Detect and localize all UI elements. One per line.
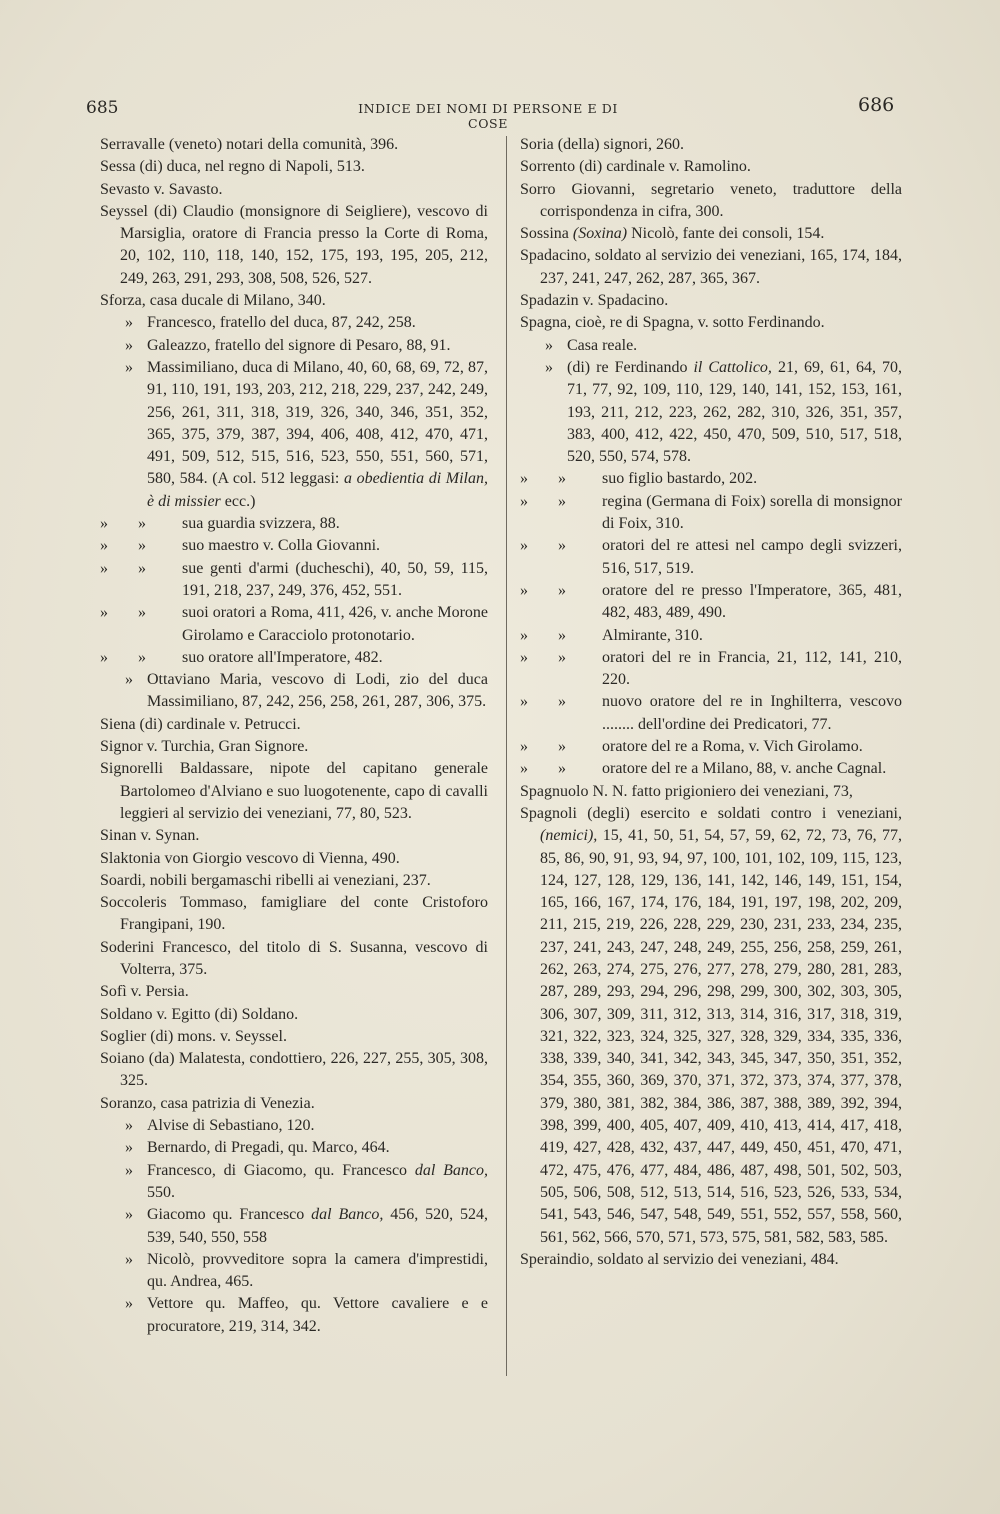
entry-text: Spadazin v. Spadacino. <box>520 292 669 310</box>
ditto-marker: » <box>125 1139 133 1157</box>
entry-text: Sessa (di) duca, nel regno di Napoli, 513. <box>100 158 365 176</box>
index-entry <box>100 758 488 825</box>
entry-text: suo figlio bastardo, 202. <box>602 470 758 488</box>
index-entry <box>100 312 488 334</box>
index-entry <box>520 491 902 536</box>
ditto-marker: » <box>100 537 108 555</box>
entry-text: Soranzo, casa patrizia di Venezia. <box>100 1094 315 1112</box>
ditto-marker: » <box>520 648 528 666</box>
index-entry <box>520 223 902 245</box>
ditto-marker: » <box>138 604 146 622</box>
index-entry <box>100 1160 488 1205</box>
ditto-marker: » <box>138 515 146 533</box>
entry-italic-text: a obedientia di Milan, è di missier <box>147 470 488 510</box>
ditto-marker: » <box>520 537 528 555</box>
index-entry <box>100 357 488 513</box>
ditto-marker: » <box>558 760 566 778</box>
entry-italic-text: (nemici), <box>540 827 598 845</box>
entry-text: Spagnuolo N. N. fatto prigioniero dei veneziani, 73, <box>520 782 853 800</box>
entry-text-continued: Nicolò, fante dei consoli, 154. <box>631 225 825 243</box>
entry-text: (di) re Ferdinando <box>567 358 688 376</box>
entry-text: Sorrento (di) cardinale v. Ramolino. <box>520 158 751 176</box>
entry-text-continued: 15, 41, 50, 51, 54, 57, 59, 62, 72, 73, 76, 77, 85, 86, 90, 91, 93, 94, 97, 100, 101, 102, 109, 115, 123, 124, 127, 128, 129, 136, 141, 142, 146, 149, 151, 154, 165, 166, 167, 174, 176, 184, 191, 197, 198, 202, 209, 211, 215, 219, 226, 228, 229, 230, 231, 233, 234, 235, 237, 241, 243, 247, 248, 249, 255, 256, 258, 259, 261, 262, 263, 274, 275, 276, 277, 278, 279, 280, 281, 283, 287, 289, 293, 294, 296, 298, 299, 300, 302, 303, 305, 306, 307, 309, 311, 312, 313, 314, 316, 317, 318, 319, 321, 322, 323, 324, 325, 327, 328, 329, 334, 335, 336, 338, 339, 340, 341, 342, 343, 345, 347, 350, 351, 352, 354, 355, 360, 369, 370, 371, 372, 373, 374, 377, 378, 379, 380, 381, 382, 384, 386, 387, 388, 389, 392, 394, 398, 399, 400, 405, 407, 409, 410, 413, 414, 417, 418, 419, 427, 428, 432, 437, 447, 449, 450, 451, 470, 471, 472, 475, 476, 477, 484, 486, 487, 498, 501, 502, 503, 505, 506, 508, 512, 513, 514, 516, 523, 526, 533, 534, 541, 543, 546, 547, 548, 549, 551, 552, 557, 558, 560, 561, 562, 566, 570, 571, 573, 575, 581, 582, 583, 585. <box>540 827 902 1246</box>
index-entry <box>520 134 902 156</box>
entry-text: Bernardo, di Pregadi, qu. Marco, 464. <box>147 1139 390 1157</box>
index-entry <box>100 179 488 201</box>
index-entry <box>100 1293 488 1338</box>
index-entry <box>100 825 488 847</box>
ditto-marker: » <box>125 1250 133 1268</box>
index-entry <box>100 647 488 669</box>
entry-text: Vettore qu. Maffeo, qu. Vettore cavaliere e e procuratore, 219, 314, 342. <box>147 1295 488 1335</box>
entry-italic-text: dal Banco, <box>311 1206 384 1224</box>
index-entry <box>520 156 902 178</box>
entry-text: Giacomo qu. Francesco <box>147 1206 305 1224</box>
entry-text: Soria (della) signori, 260. <box>520 136 684 153</box>
entry-text: Almirante, 310. <box>602 626 703 644</box>
ditto-marker: » <box>100 604 108 622</box>
index-entry <box>100 1004 488 1026</box>
index-entry <box>520 1249 902 1271</box>
entry-text: suo maestro v. Colla Giovanni. <box>182 537 381 555</box>
entry-text: Soldano v. Egitto (di) Soldano. <box>100 1005 299 1023</box>
index-entry <box>520 647 902 692</box>
index-entry <box>520 535 902 580</box>
ditto-marker: » <box>558 648 566 666</box>
index-entry <box>100 1093 488 1115</box>
entry-text: Seyssel (di) Claudio (monsignore di Seigliere), vescovo di Marsiglia, oratore di Francia presso la Corte di Roma, 20, 102, 110, 118, 140, 152, 175, 193, 195, 205, 212, 249, 263, 291, 293, 308, 508, 526, 527. <box>100 202 488 287</box>
index-entry <box>100 937 488 982</box>
index-entry <box>100 602 488 647</box>
index-entry <box>100 892 488 937</box>
entry-text: Soderini Francesco, del titolo di S. Susanna, vescovo di Volterra, 375. <box>100 938 488 978</box>
entry-text: Francesco, fratello del duca, 87, 242, 258. <box>147 314 416 332</box>
index-entry <box>520 803 902 1249</box>
ditto-marker: » <box>545 358 553 376</box>
index-entry <box>520 691 902 736</box>
page-number-right: 686 <box>858 94 895 116</box>
entry-text: Sossina <box>520 225 569 243</box>
index-entry <box>520 580 902 625</box>
ditto-marker: » <box>125 671 133 689</box>
index-entry <box>100 290 488 312</box>
index-entry <box>100 1026 488 1048</box>
entry-text: Siena (di) cardinale v. Petrucci. <box>100 715 301 733</box>
entry-text-continued: ecc.) <box>224 492 256 510</box>
ditto-marker: » <box>558 738 566 756</box>
ditto-marker: » <box>558 470 566 488</box>
entry-text: sue genti d'armi (ducheschi), 40, 50, 59, 115, 191, 218, 237, 249, 376, 452, 551. <box>182 559 488 599</box>
entry-text: Ottaviano Maria, vescovo di Lodi, zio del duca Massimiliano, 87, 242, 256, 258, 261, 287, 306, 375. <box>147 671 488 711</box>
ditto-marker: » <box>558 693 566 711</box>
ditto-marker: » <box>125 314 133 332</box>
entry-text: Slaktonia von Giorgio vescovo di Vienna, 490. <box>100 849 400 867</box>
index-entry <box>100 981 488 1003</box>
entry-text: Soardi, nobili bergamaschi ribelli ai veneziani, 237. <box>100 871 431 889</box>
entry-text: Soglier (di) mons. v. Seyssel. <box>100 1027 287 1045</box>
entry-text: Galeazzo, fratello del signore di Pesaro, 88, 91. <box>147 336 451 354</box>
entry-text: oratori del re attesi nel campo degli svizzeri, 516, 517, 519. <box>602 537 902 577</box>
entry-text: oratore del re presso l'Imperatore, 365, 481, 482, 483, 489, 490. <box>602 581 902 622</box>
index-entry <box>100 736 488 758</box>
index-entry <box>100 513 488 535</box>
left-index-column <box>100 134 488 1338</box>
index-entry <box>520 290 902 312</box>
entry-text: Soccoleris Tommaso, famigliare del conte Cristoforo Frangipani, 190. <box>100 894 488 934</box>
entry-text: Spagna, cioè, re di Spagna, v. sotto Ferdinando. <box>520 314 825 332</box>
index-entry <box>100 870 488 892</box>
index-entry <box>100 1048 488 1093</box>
entry-text: Francesco, di Giacomo, qu. Francesco <box>147 1161 408 1179</box>
index-entry <box>520 736 902 758</box>
entry-italic-text: dal Banco, <box>414 1161 489 1179</box>
entry-text: Spagnoli (degli) esercito e soldati contro i veneziani, <box>520 804 902 822</box>
ditto-marker: » <box>520 738 528 756</box>
entry-text: Serravalle (veneto) notari della comunità, 396. <box>100 136 399 153</box>
ditto-marker: » <box>138 648 146 666</box>
index-entry <box>100 1115 488 1137</box>
ditto-marker: » <box>520 581 528 599</box>
entry-text: suoi oratori a Roma, 411, 426, v. anche Morone Girolamo e Caracciolo protonotario. <box>182 604 488 644</box>
index-entry <box>520 625 902 647</box>
entry-text: Sofì v. Persia. <box>100 983 189 1001</box>
entry-text: Speraindio, soldato al servizio dei veneziani, 484. <box>520 1250 839 1268</box>
ditto-marker: » <box>520 693 528 711</box>
right-index-column <box>520 134 902 1271</box>
ditto-marker: » <box>558 537 566 555</box>
entry-text: Soiano (da) Malatesta, condottiero, 226, 227, 255, 305, 308, 325. <box>100 1050 488 1090</box>
entry-text: Signorelli Baldassare, nipote del capitano generale Bartolomeo d'Alviano e suo luogotenente, capo di cavalli leggieri al servizio dei veneziani, 77, 80, 523. <box>100 760 488 822</box>
ditto-marker: » <box>100 648 108 666</box>
ditto-marker: » <box>100 515 108 533</box>
index-entry <box>100 669 488 714</box>
entry-text: sua guardia svizzera, 88. <box>182 515 340 533</box>
index-entry <box>100 335 488 357</box>
index-entry <box>520 312 902 334</box>
entry-text: Sevasto v. Savasto. <box>100 180 223 198</box>
ditto-marker: » <box>125 1161 133 1179</box>
entry-text-continued: 550. <box>147 1183 175 1201</box>
ditto-marker: » <box>125 1117 133 1135</box>
index-entry <box>100 1137 488 1159</box>
ditto-marker: » <box>125 358 133 376</box>
ditto-marker: » <box>520 626 528 644</box>
entry-text: Nicolò, provveditore sopra la camera d'imprestidi, qu. Andrea, 465. <box>147 1250 488 1291</box>
entry-text: suo oratore all'Imperatore, 482. <box>182 648 383 666</box>
ditto-marker: » <box>558 626 566 644</box>
index-entry <box>100 1204 488 1249</box>
index-entry <box>100 1249 488 1294</box>
ditto-marker: » <box>138 537 146 555</box>
index-entry <box>100 134 488 156</box>
entry-text-continued: 21, 69, 61, 64, 70, 71, 77, 92, 109, 110, 129, 140, 141, 152, 153, 161, 193, 211, 212, 223, 262, 282, 310, 326, 351, 357, 383, 400, 412, 422, 450, 470, 509, 510, 517, 518, 520, 550, 574, 578. <box>567 358 902 466</box>
page-number-left: 685 <box>86 98 119 118</box>
entry-text: Casa reale. <box>567 336 638 354</box>
entry-text: Sinan v. Synan. <box>100 827 200 845</box>
entry-text-continued: 456, 520, 524, 539, 540, 550, 558 <box>147 1206 489 1246</box>
entry-text: nuovo oratore del re in Inghilterra, vescovo ........ dell'ordine dei Predicatori, 77. <box>602 693 902 733</box>
index-entry <box>100 535 488 557</box>
entry-text: Sforza, casa ducale di Milano, 340. <box>100 292 326 310</box>
entry-italic-text: (Soxina) <box>572 225 628 243</box>
index-entry <box>520 758 902 780</box>
entry-text: oratori del re in Francia, 21, 112, 141, 210, 220. <box>602 648 902 689</box>
entry-text: regina (Germana di Foix) sorella di monsignor di Foix, 310. <box>602 492 902 533</box>
entry-text: Massimiliano, duca di Milano, 40, 60, 68, 69, 72, 87, 91, 110, 191, 193, 203, 212, 218, 229, 237, 242, 249, 256, 261, 311, 318, 319, 326, 340, 346, 351, 352, 365, 375, 379, 387, 394, 406, 408, 412, 470, 471, 491, 509, 512, 515, 516, 523, 550, 551, 560, 571, 580, 584. (A col. 512 leggasi: <box>147 358 488 488</box>
ditto-marker: » <box>558 492 566 510</box>
index-entry <box>100 201 488 290</box>
entry-italic-text: il Cattolico, <box>693 358 772 376</box>
entry-text: Signor v. Turchia, Gran Signore. <box>100 738 309 756</box>
index-entry <box>520 179 902 224</box>
entry-text: oratore del re a Milano, 88, v. anche Cagnal. <box>602 760 887 778</box>
index-entry <box>520 468 902 490</box>
ditto-marker: » <box>520 470 528 488</box>
index-entry <box>100 848 488 870</box>
running-title: INDICE DEI NOMI DI PERSONE E DI COSE <box>358 101 618 131</box>
ditto-marker: » <box>125 1206 133 1224</box>
ditto-marker: » <box>520 492 528 510</box>
index-entry <box>100 558 488 603</box>
index-entry <box>520 357 902 468</box>
entry-text: Alvise di Sebastiano, 120. <box>147 1117 315 1135</box>
ditto-marker: » <box>138 559 146 577</box>
ditto-marker: » <box>558 581 566 599</box>
entry-text: Spadacino, soldato al servizio dei veneziani, 165, 174, 184, 237, 241, 247, 262, 287, 365, 367. <box>520 247 902 287</box>
index-entry <box>100 714 488 736</box>
index-entry <box>100 156 488 178</box>
index-entry <box>520 335 902 357</box>
ditto-marker: » <box>100 559 108 577</box>
entry-text: Sorro Giovanni, segretario veneto, traduttore della corrispondenza in cifra, 300. <box>520 180 902 220</box>
ditto-marker: » <box>545 336 553 354</box>
column-divider <box>506 136 507 1376</box>
ditto-marker: » <box>520 760 528 778</box>
entry-text: oratore del re a Roma, v. Vich Girolamo. <box>602 738 863 756</box>
index-entry <box>520 781 902 803</box>
ditto-marker: » <box>125 336 133 354</box>
index-entry <box>520 245 902 290</box>
ditto-marker: » <box>125 1295 133 1313</box>
